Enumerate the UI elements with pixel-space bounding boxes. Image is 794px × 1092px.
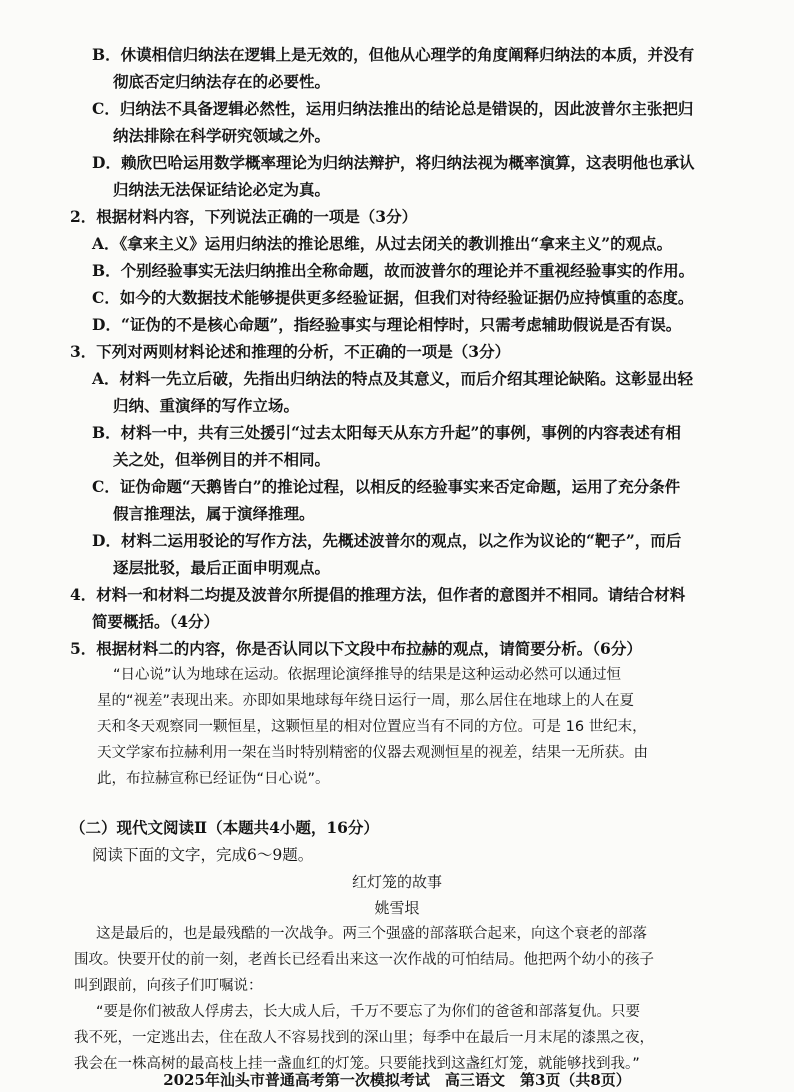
q3-option-d-line2: 逐层批驳，最后正面申明观点。 — [113, 558, 331, 577]
q5-passage-line2: 星的“视差”表现出来。亦即如果地球每年绕日运行一周，那么居住在地球上的人在夏 — [97, 693, 635, 709]
q1-option-c-line1: C．归纳法不具备逻辑必然性，运用归纳法推出的结论总是错误的，因此波普尔主张把归 — [92, 99, 694, 118]
q5-passage-line3: 天和冬天观察同一颗恒星，这颗恒星的相对位置应当有不同的方位。可是 16 世纪末， — [97, 719, 647, 735]
q1-option-b-line2: 彻底否定归纳法存在的必要性。 — [113, 72, 331, 91]
q5-passage-line1: “日心说”认为地球在运动。依据理论演绎推导的结果是这种运动必然可以通过恒 — [113, 667, 622, 683]
story-title: 红灯笼的故事 — [351, 873, 442, 891]
q1-option-d-line2: 归纳法无法保证结论必定为真。 — [113, 180, 331, 199]
q2-option-b: B．个别经验事实无法归纳推出全称命题，故而波普尔的理论并不重视经验事实的作用。 — [92, 261, 695, 280]
q2-stem: 2．根据材料内容，下列说法正确的一项是（3分） — [70, 207, 418, 226]
q1-option-b-line1: B．休谟相信归纳法在逻辑上是无效的，但他从心理学的角度阐释归纳法的本质，并没有 — [92, 45, 695, 64]
q1-option-c-line2: 纳法排除在科学研究领域之外。 — [113, 126, 331, 145]
section-heading: （二）现代文阅读Ⅱ（本题共4小题，16分） — [70, 818, 379, 837]
q3-option-c-line1: C．证伪命题“天鹅皆白”的推论过程，以相反的经验事实来否定命题，运用了充分条件 — [92, 477, 681, 496]
q3-option-b-line2: 关之处，但举例目的并不相同。 — [113, 450, 331, 469]
story-para1-line2: 围攻。快要开仗的前一刻，老酋长已经看出来这一次作战的可怕结局。他把两个幼小的孩子 — [74, 952, 654, 968]
q2-option-d: D．“证伪的不是核心命题”，指经验事实与理论相悖时，只需考虑辅助假说是否有误。 — [92, 315, 682, 334]
q3-stem: 3．下列对两则材料论述和推理的分析，不正确的一项是（3分） — [70, 342, 511, 361]
q1-option-d-line1: D．赖欣巴哈运用数学概率理论为归纳法辩护，将归纳法视为概率演算，这表明他也承认 — [92, 153, 695, 172]
q3-option-b-line1: B．材料一中，共有三处援引“过去太阳每天从东方升起”的事例，事例的内容表述有相 — [92, 423, 681, 442]
q2-option-a: A．《拿来主义》运用归纳法的推论思维，从过去闭关的教训推出“拿来主义”的观点。 — [92, 234, 673, 253]
q3-option-c-line2: 假言推理法，属于演绎推理。 — [113, 504, 315, 523]
q3-option-a-line1: A．材料一先立后破，先指出归纳法的特点及其意义，而后介绍其理论缺陷。这彰显出轻 — [92, 369, 694, 388]
section-instruction: 阅读下面的文字，完成6～9题。 — [92, 846, 314, 864]
q3-option-d-line1: D．材料二运用驳论的写作方法，先概述波普尔的观点，以之作为议论的“靶子”，而后 — [92, 531, 682, 550]
q4-line2: 简要概括。（4分） — [92, 612, 220, 631]
story-author: 姚雪垠 — [374, 899, 420, 917]
story-para2-line2: 我不死，一定逃出去，住在敌人不容易找到的深山里；每季中在最后一月末尾的漆黑之夜， — [74, 1030, 654, 1046]
q5-stem: 5．根据材料二的内容，你是否认同以下文段中布拉赫的观点，请简要分析。（6分） — [70, 639, 642, 658]
q5-passage-line5: 此，布拉赫宣称已经证伪“日心说”。 — [97, 771, 330, 787]
q3-option-a-line2: 归纳、重演绎的写作立场。 — [113, 396, 300, 415]
q5-passage-line4: 天文学家布拉赫利用一架在当时特别精密的仪器去观测恒星的视差，结果一无所获。由 — [97, 745, 648, 761]
story-para1-line1: 这是最后的，也是最残酷的一次战争。两三个强盛的部落联合起来，向这个衰老的部落 — [96, 926, 647, 942]
q4-line1: 4．材料一和材料二均提及波普尔所提倡的推理方法，但作者的意图并不相同。请结合材料 — [70, 585, 686, 604]
story-para2-line1: “要是你们被敌人俘虏去，长大成人后，千万不要忘了为你们的爸爸和部落复仇。只要 — [96, 1004, 641, 1020]
page-footer: 2025年汕头市普通高考第一次模拟考试 高三语文 第3页（共8页） — [163, 1071, 631, 1089]
story-para2-line3: 我会在一株高树的最高枝上挂一盏血红的灯笼。只要能找到这盏红灯笼，就能够找到我。” — [74, 1056, 640, 1072]
story-para1-line3: 叫到跟前，向孩子们叮嘱说： — [74, 978, 263, 994]
q2-option-c: C．如今的大数据技术能够提供更多经验证据，但我们对待经验证据仍应持慎重的态度。 — [92, 288, 694, 307]
